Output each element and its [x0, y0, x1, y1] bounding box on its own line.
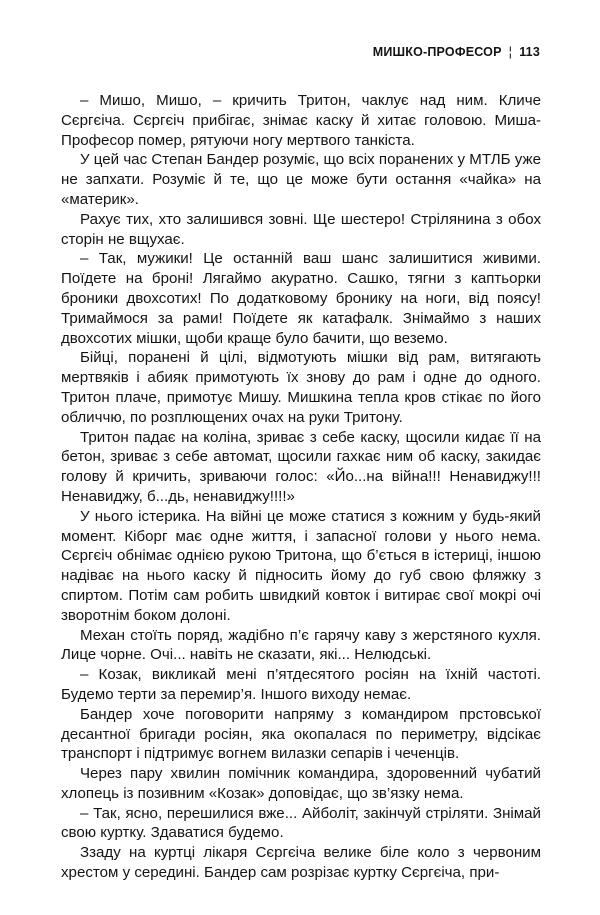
- paragraph: – Мишо, Мишо, – кричить Тритон, чаклує над ним. Кличе Сєргєіча. Сєргєіч прибігає, знімає каску й хитає головою. Миша-Професор помер, рятуючи ногу мертвого танкіста.: [61, 92, 541, 149]
- paragraph: Ззаду на куртці лікаря Сєргєіча велике біле коло з червоним хрестом у середині. Бандер сам розрізає куртку Сєргєіча, при-: [61, 844, 541, 882]
- paragraph: У цей час Степан Бандер розуміє, що всіх поранених у МТЛБ уже не запхати. Розуміє й те, що це може бути остання «чайка» на «материк».: [61, 151, 541, 208]
- paragraph: – Козак, викликай мені п’ятдесятого росіян на їхній частоті. Будемо терти за перемир’я. Іншого виходу немає.: [61, 666, 541, 703]
- running-header: [373, 44, 540, 59]
- paragraph: Тритон падає на коліна, зриває з себе каску, щосили кидає її на бетон, зриває з себе автомат, щосили гахкає ним об каску, закидає голову й кричить, зриваючи голос: «Йо...на війна!!! Ненавиджу!!! Ненавиджу, б...дь, ненавиджу!!!!»: [61, 428, 541, 505]
- paragraph: Механ стоїть поряд, жадібно п’є гарячу каву з жерстяного кухля. Лице чорне. Очі... навіть не сказати, які... Нелюдські.: [61, 626, 541, 664]
- paragraph: Рахує тих, хто залишився зовні. Ще шестеро! Стрілянина з обох сторін не вщухає.: [61, 210, 541, 248]
- body-text: [61, 91, 541, 883]
- paragraph: Бійці, поранені й цілі, відмотують мішки від рам, витягають мертвяків і абияк примотують їх знову до рам і одне до одного. Тритон плаче, примотує Мишу. Мишкина тепла кров стікає по його обличчю, по розплющених очах на руки Тритону.: [61, 349, 541, 426]
- paragraph: Через пару хвилин помічник командира, здоровенний чубатий хлопець із позивним «Козак» доповідає, що зв’язку нема.: [61, 765, 541, 802]
- page-number: 113: [519, 44, 540, 59]
- header-separator: ¦: [508, 44, 513, 59]
- paragraph: У нього істерика. На війні це може статися з кожним у будь-який момент. Кіборг має одне життя, і запасної голови у нього нема. Сєргєіч обнімає однією рукою Тритона, що б’ється в істериці, іншою надіває на нього каску й підносить йому до губ свою фляжку з спиртом. Потім сам робить швидкий ковток і витирає свої мокрі очі зворотнім боком долоні.: [61, 507, 541, 624]
- paragraph: – Так, ясно, перешилися вже... Айболіт, закінчуй стріляти. Знімай свою куртку. Здаватися будемо.: [61, 804, 541, 842]
- paragraph: – Так, мужики! Це останній ваш шанс залишитися живими. Поїдете на броні! Лягаймо акуратно. Сашко, тягни з каптьорки броники двохсотих! По додатковому бронику на ноги, від поясу! Тримаймося за рами! Поїдете як катафалк. Знімаймо з наших двохсотих мішки, щоби краще було бачити, що веземо.: [61, 250, 541, 347]
- chapter-title: МИШКО-ПРОФЕСОР: [372, 44, 502, 59]
- paragraph: Бандер хоче поговорити напряму з командиром прстовської десантної бригади росіян, яка окопалася по периметру, відсікає транспорт і підтримує вогнем вилазки сепарів і чеченців.: [61, 705, 541, 763]
